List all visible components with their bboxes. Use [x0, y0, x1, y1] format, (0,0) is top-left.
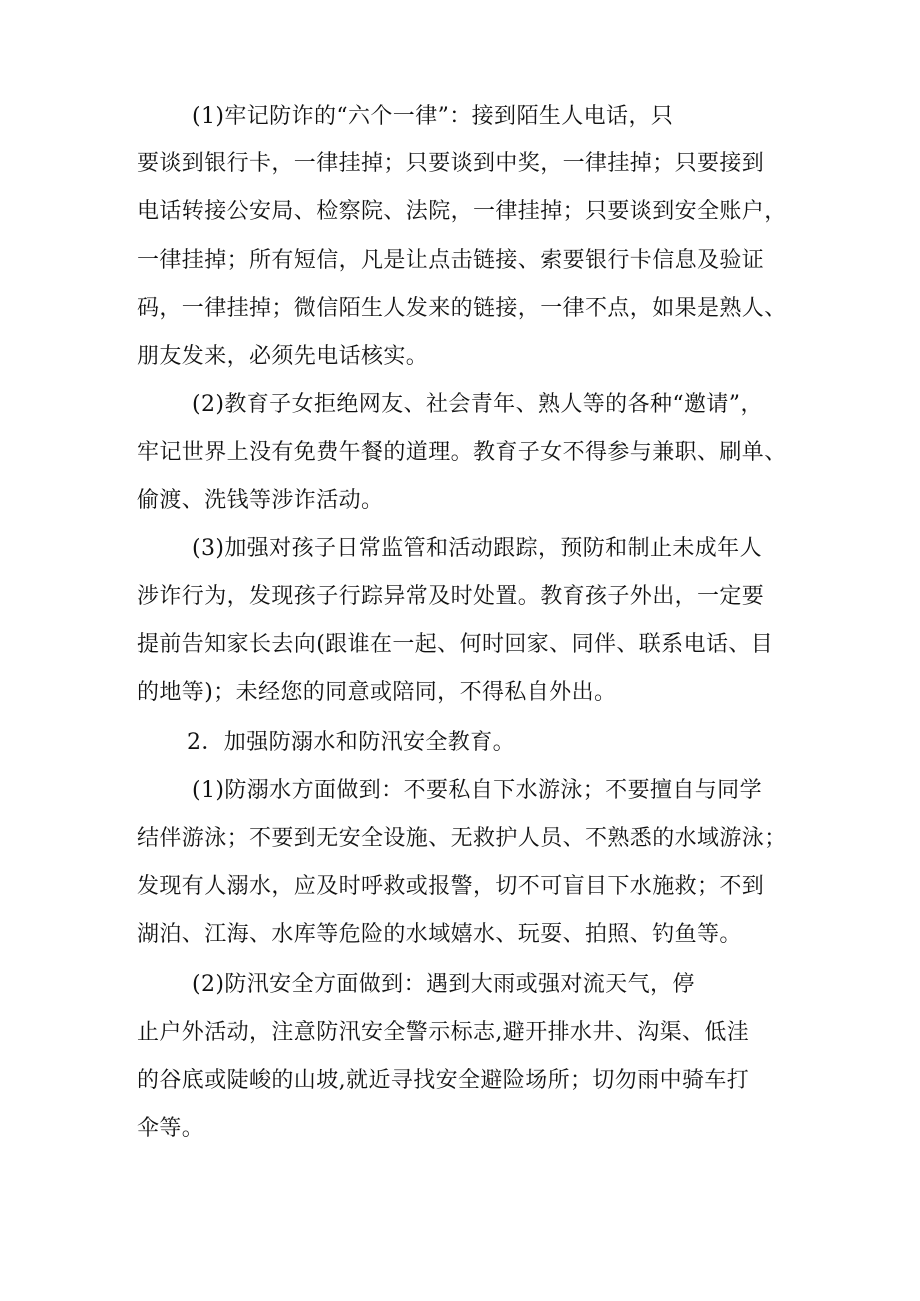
text-line: 结伴游泳；不要到无安全设施、无救护人员、不熟悉的水域游泳；	[137, 826, 787, 851]
text-line: 的谷底或陡峻的山坡,就近寻找安全避险场所；切勿雨中骑车打	[137, 1068, 750, 1093]
text-line: 牢记世界上没有免费午餐的道理。教育子女不得参与兼职、刷单、	[137, 440, 787, 465]
text-line: 发现有人溺水，应及时呼救或报警，切不可盲目下水施救；不到	[137, 874, 765, 899]
text-line: 的地等)；未经您的同意或陪同，不得私自外出。	[137, 680, 617, 705]
text-line: 湖泊、江海、水库等危险的水域嬉水、玩耍、拍照、钓鱼等。	[137, 922, 742, 947]
text-line: 止户外活动，注意防汛安全警示标志,避开排水井、沟渠、低洼	[137, 1020, 750, 1045]
text-line: (1)防溺水方面做到：不要私自下水游泳；不要擅自与同学	[192, 778, 762, 803]
text-line: 要谈到银行卡，一律挂掉；只要谈到中奖，一律挂掉；只要接到	[137, 151, 765, 176]
text-line: 提前告知家长去向(跟谁在一起、何时回家、同伴、联系电话、目	[137, 632, 774, 657]
text-line: 朋友发来，必须先电话核实。	[137, 344, 429, 369]
text-line: 电话转接公安局、检察院、法院，一律挂掉；只要谈到安全账户，	[137, 199, 787, 224]
text-line: 码，一律挂掉；微信陌生人发来的链接，一律不点，如果是熟人、	[137, 296, 787, 321]
text-line: 一律挂掉；所有短信，凡是让点击链接、索要银行卡信息及验证	[137, 248, 765, 273]
text-line: (3)加强对孩子日常监管和活动跟踪，预防和制止未成年人	[192, 536, 762, 561]
section-heading: 2．加强防溺水和防汛安全教育。	[187, 730, 515, 755]
text-line: 伞等。	[137, 1116, 205, 1141]
text-line: (1)牢记防诈的“六个一律”：接到陌生人电话，只	[192, 104, 674, 129]
text-line: 偷渡、洗钱等涉诈活动。	[137, 488, 384, 513]
text-line: 涉诈行为，发现孩子行踪异常及时处置。教育孩子外出，一定要	[137, 584, 765, 609]
text-line: (2)教育子女拒绝网友、社会青年、熟人等的各种“邀请”，	[192, 392, 763, 417]
text-line: (2)防汛安全方面做到：遇到大雨或强对流天气，停	[192, 972, 695, 997]
